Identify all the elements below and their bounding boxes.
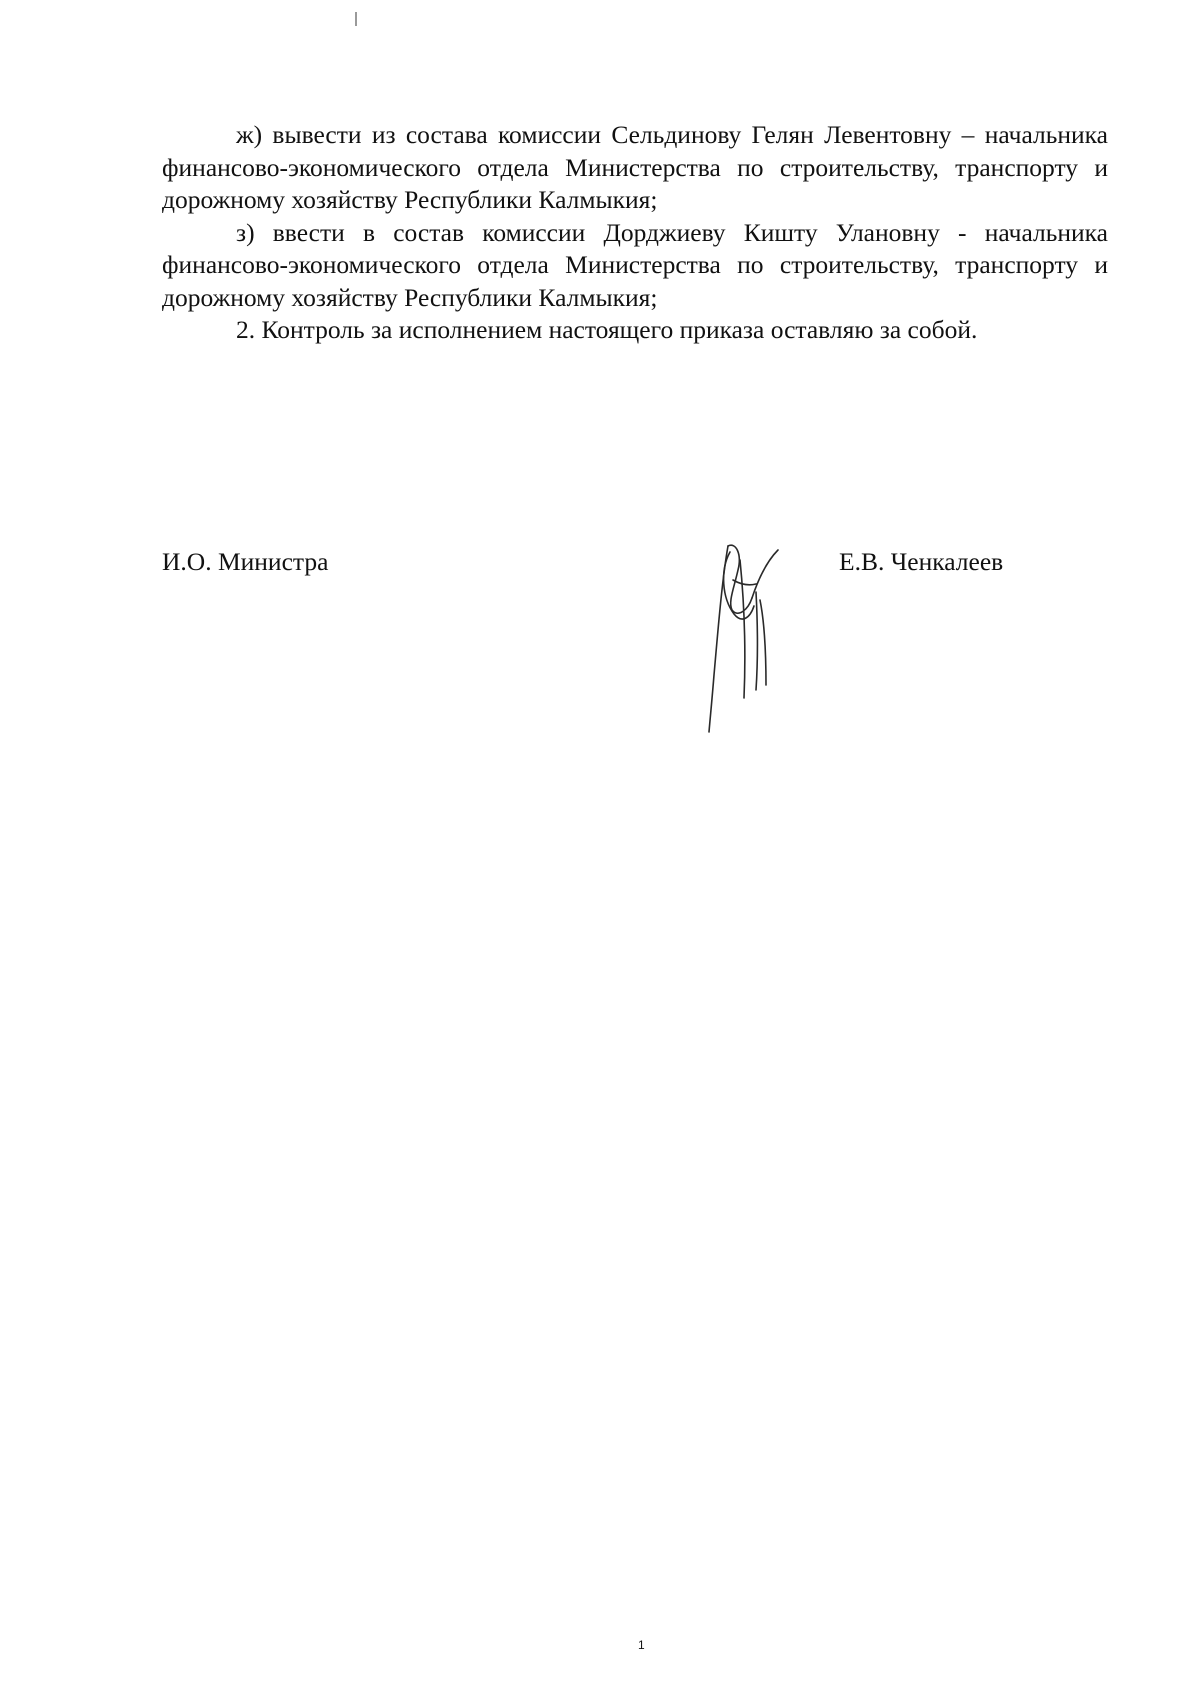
paragraph-z: з) ввести в состав комиссии Дорджиеву Кишту Улановну - начальника финансово-экономического отдела Министерства по строительству, транспорту и дорожному хозяйству Республики Калмыкия; xyxy=(162,217,1108,312)
signatory-title: И.О. Министра xyxy=(162,547,329,576)
document-body xyxy=(162,119,1108,347)
scan-artifact-mark xyxy=(355,12,357,26)
signatory-name: Е.В. Ченкалеев xyxy=(839,547,1004,576)
paragraph-zh: ж) вывести из состава комиссии Сельдинову Гелян Левентовну – начальника финансово-экономического отдела Министерства по строительству, транспорту и дорожному хозяйству Республики Калмыкия; xyxy=(162,120,1108,214)
page-number: 1 xyxy=(638,1638,645,1652)
handwritten-signature xyxy=(700,540,800,735)
paragraph-control: 2. Контроль за исполнением настоящего приказа оставляю за собой. xyxy=(236,315,978,344)
